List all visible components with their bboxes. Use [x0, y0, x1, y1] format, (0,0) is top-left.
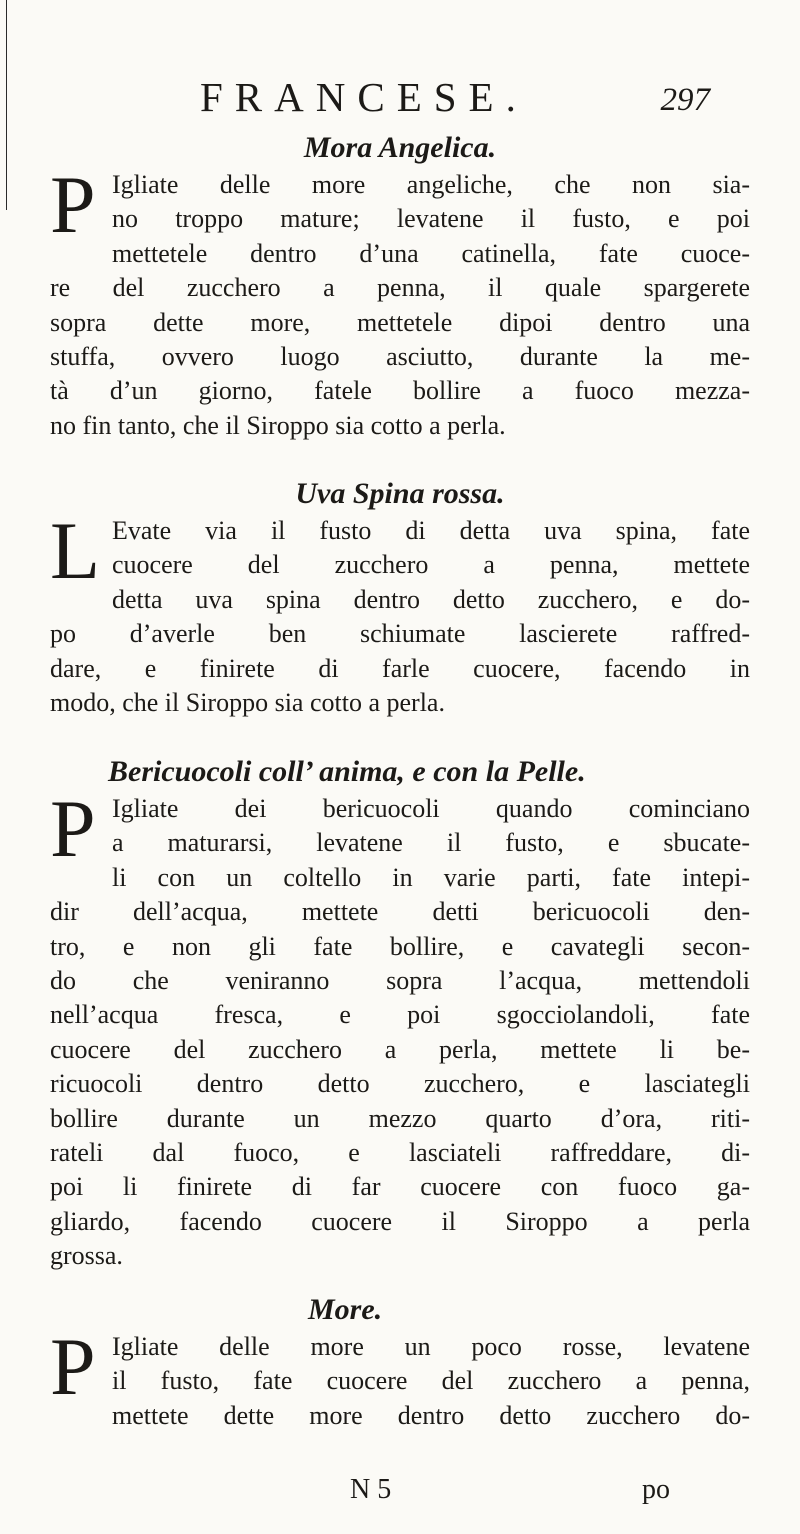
- text-line: tro, e non gli fate bollire, e cavategli secon-: [50, 931, 750, 961]
- page-edge-line: [0, 0, 7, 210]
- section-heading: Bericuocoli coll’ anima, e con la Pelle.: [108, 755, 586, 788]
- text-line: gliardo, facendo cuocere il Siroppo a perla: [50, 1206, 750, 1236]
- text-line: grossa.: [50, 1241, 123, 1271]
- text-line: a maturarsi, levatene il fusto, e sbucate-: [112, 828, 750, 858]
- text-line: mettetele dentro d’una catinella, fate cuoce-: [112, 238, 750, 268]
- text-line: no fin tanto, che il Siroppo sia cotto a perla.: [50, 410, 506, 440]
- section-bericuocoli: [50, 752, 750, 1274]
- text-line: dare, e finirete di farle cuocere, facendo in: [50, 653, 750, 683]
- text-line: modo, che il Siroppo sia cotto a perla.: [50, 688, 445, 718]
- section-mora-angelica: [50, 128, 750, 443]
- text-line: nell’acqua fresca, e poi sgocciolandoli, fate: [50, 1000, 750, 1030]
- text-line: dir dell’acqua, mettete detti bericuocoli den-: [50, 897, 750, 927]
- text-line: Igliate dei bericuocoli quando cominciano: [112, 794, 750, 823]
- page-header: [200, 72, 720, 122]
- section-heading: Uva Spina rossa.: [295, 477, 505, 510]
- drop-cap: P: [50, 1321, 96, 1412]
- text-line: sopra dette more, mettetele dipoi dentro una: [50, 307, 750, 337]
- text-line: Igliate delle more un poco rosse, levatene: [112, 1332, 750, 1361]
- section-paragraph: [50, 1321, 750, 1433]
- running-title: FRANCESE.: [200, 74, 528, 120]
- catchword: po: [642, 1474, 670, 1505]
- text-line: tà d’un giorno, fatele bollire a fuoco mezza-: [50, 376, 750, 406]
- text-line: bollire durante un mezzo quarto d’ora, riti-: [50, 1103, 750, 1133]
- text-line: stuffa, ovvero luogo asciutto, durante la me-: [50, 342, 750, 372]
- text-line: po d’averle ben schiumate lascierete raffred-: [50, 619, 750, 649]
- text-line: ricuocoli dentro detto zucchero, e lasciategli: [50, 1069, 750, 1099]
- signature-mark: N 5: [350, 1474, 392, 1505]
- text-line: cuocere del zucchero a perla, mettete li be-: [50, 1034, 750, 1064]
- text-line: mettete dette more dentro detto zucchero do-: [112, 1400, 750, 1430]
- text-line: detta uva spina dentro detto zucchero, e do-: [112, 584, 750, 614]
- section-more: [50, 1290, 750, 1433]
- text-line: cuocere del zucchero a penna, mettete: [112, 550, 750, 580]
- page-footer: [350, 1474, 670, 1516]
- text-line: rateli dal fuoco, e lasciateli raffreddare, di-: [50, 1138, 750, 1168]
- text-line: no troppo mature; levatene il fusto, e poi: [112, 204, 750, 234]
- text-line: Evate via il fusto di detta uva spina, fate: [112, 516, 750, 545]
- section-paragraph: [50, 159, 750, 443]
- page-number: 297: [660, 82, 710, 118]
- section-paragraph: [50, 783, 750, 1274]
- text-line: poi li finirete di far cuocere con fuoco ga-: [50, 1172, 750, 1202]
- section-uva-spina-rossa: [50, 474, 750, 720]
- text-line: re del zucchero a penna, il quale spargerete: [50, 273, 750, 303]
- text-line: il fusto, fate cuocere del zucchero a penna,: [112, 1366, 750, 1396]
- text-line: li con un coltello in varie parti, fate intepi-: [112, 862, 750, 892]
- text-line: do che veniranno sopra l’acqua, mettendoli: [50, 966, 750, 996]
- drop-cap: P: [50, 159, 96, 250]
- section-paragraph: [50, 505, 750, 720]
- section-heading: Mora Angelica.: [303, 131, 497, 164]
- section-heading: More.: [308, 1293, 383, 1326]
- drop-cap: L: [50, 505, 101, 596]
- drop-cap: P: [50, 783, 96, 874]
- text-line: Igliate delle more angeliche, che non sia-: [112, 170, 750, 199]
